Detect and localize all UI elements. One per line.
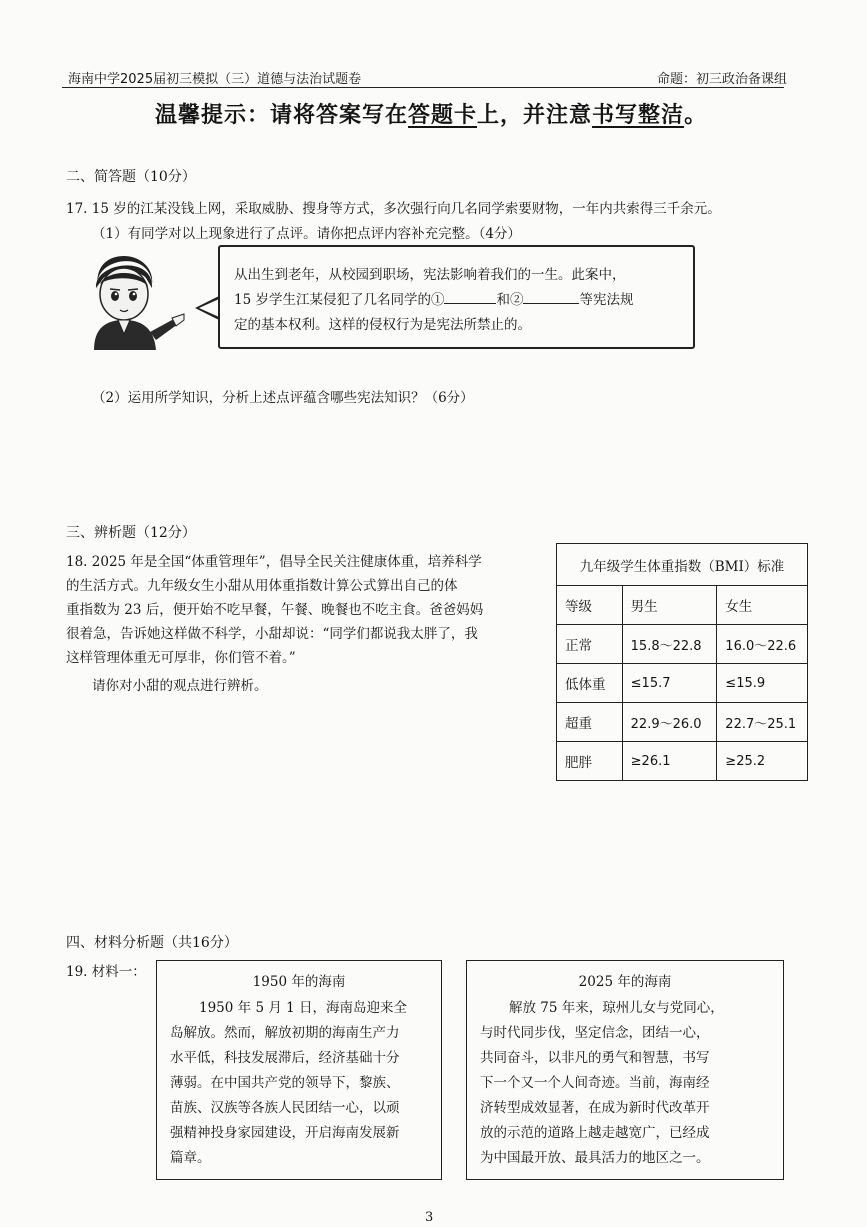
question-18-line: 18. 2025 年是全国“体重管理年”，倡导全民关注健康体重，培养科学 (66, 554, 482, 570)
comment-line-2: 15 岁学生江某侵犯了几名同学的① 和② 等宪法规 (234, 292, 634, 308)
question-18-prompt: 请你对小甜的观点进行辨析。 (92, 678, 268, 694)
question-17-2: （2）运用所学知识，分析上述点评蕴含哪些宪法知识？（6分） (92, 390, 474, 406)
page-number: 3 (425, 1210, 434, 1225)
table-row (557, 742, 808, 781)
table-cell: 22.9～26.0 (622, 703, 717, 742)
comment-line-3: 定的基本权利。这样的侵权行为是宪法所禁止的。 (234, 317, 531, 333)
question-17-1: （1）有同学对以上现象进行了点评。请你把点评内容补充完整。（4分） (92, 226, 521, 242)
question-18-line: 重指数为 23 后，便开始不吃早餐，午餐、晚餐也不吃主食。爸爸妈妈 (66, 602, 484, 618)
section-2-title: 二、简答题（10分） (66, 169, 196, 185)
table-cell: 15.8～22.8 (622, 625, 717, 664)
table-row (557, 625, 808, 664)
material-line: 薄弱。在中国共产党的领导下，黎族、 (170, 1075, 400, 1091)
section-3-title: 三、辨析题（12分） (66, 525, 196, 541)
table-cell: 正常 (557, 625, 623, 664)
table-cell: 肥胖 (557, 742, 623, 781)
question-18-line: 很着急，告诉她这样做不科学，小甜却说：“同学们都说我太胖了，我 (66, 626, 478, 642)
table-cell: ≥25.2 (717, 742, 808, 781)
material-line: 济转型成效显著，在成为新时代改革开 (480, 1100, 710, 1116)
material-box-1950 (156, 960, 442, 1180)
material-line: 篇章。 (170, 1150, 211, 1166)
material-line: 下一个又一个人间奇迹。当前，海南经 (480, 1075, 710, 1091)
header-divider (62, 87, 784, 88)
table-cell: 16.0～22.6 (717, 625, 808, 664)
material-line: 岛解放。然而，解放初期的海南生产力 (170, 1025, 400, 1041)
table-header-row (557, 586, 808, 625)
material-line: 共同奋斗，以非凡的勇气和智慧，书写 (480, 1050, 710, 1066)
question-18-line: 这样管理体重无可厚非，你们管不着。” (66, 650, 296, 666)
table-header: 女生 (717, 586, 808, 625)
table-row (557, 703, 808, 742)
table-row (557, 664, 808, 703)
table-caption: 九年级学生体重指数（BMI）标准 (557, 544, 808, 586)
material-title: 1950 年的海南 (252, 974, 346, 990)
material-line: 水平低，科技发展滞后，经济基础十分 (170, 1050, 400, 1066)
table-cell: 超重 (557, 703, 623, 742)
header-title: 海南中学2025届初三模拟（三）道德与法治试题卷 (68, 72, 362, 87)
material-title: 2025 年的海南 (578, 974, 672, 990)
material-line: 强精神投身家园建设，开启海南发展新 (170, 1125, 400, 1141)
answer-blank-1[interactable] (444, 291, 496, 304)
bmi-standard-table (556, 543, 808, 781)
table-header: 等级 (557, 586, 623, 625)
header-author: 命题：初三政治备课组 (656, 72, 787, 87)
question-17-stem: 17. 15 岁的江某没钱上网，采取威胁、搜身等方式，多次强行向几名同学索要财物，一年内共索得三千余元。 (66, 201, 721, 217)
material-line: 苗族、汉族等各族人民团结一心，以顽 (170, 1100, 400, 1116)
comment-speech-box (218, 245, 695, 349)
material-line: 放的示范的道路上越走越宽广，已经成 (480, 1125, 710, 1141)
student-cartoon-illustration (80, 248, 190, 350)
table-cell: 低体重 (557, 664, 623, 703)
table-cell: ≥26.1 (622, 742, 717, 781)
question-19-label: 19. 材料一： (66, 964, 146, 980)
material-box-2025 (466, 960, 784, 1180)
section-4-title: 四、材料分析题（共16分） (66, 935, 238, 951)
material-line: 1950 年 5 月 1 日，海南岛迎来全 (199, 1000, 407, 1016)
table-cell: ≤15.9 (717, 664, 808, 703)
material-line: 解放 75 年来，琼州儿女与党同心， (509, 1000, 724, 1016)
table-header: 男生 (622, 586, 717, 625)
table-cell: ≤15.7 (622, 664, 717, 703)
question-18-line: 的生活方式。九年级女生小甜从用体重指数计算公式算出自己的体 (66, 578, 458, 594)
answer-blank-2[interactable] (523, 291, 579, 304)
material-line: 与时代同步伐，坚定信念，团结一心， (480, 1025, 710, 1041)
notice-banner: 温馨提示：请将答案写在答题卡上，并注意书写整洁。 (155, 103, 708, 128)
comment-line-1: 从出生到老年，从校园到职场，宪法影响着我们的一生。此案中， (234, 267, 626, 283)
table-cell: 22.7～25.1 (717, 703, 808, 742)
material-line: 为中国最开放、最具活力的地区之一。 (480, 1150, 710, 1166)
